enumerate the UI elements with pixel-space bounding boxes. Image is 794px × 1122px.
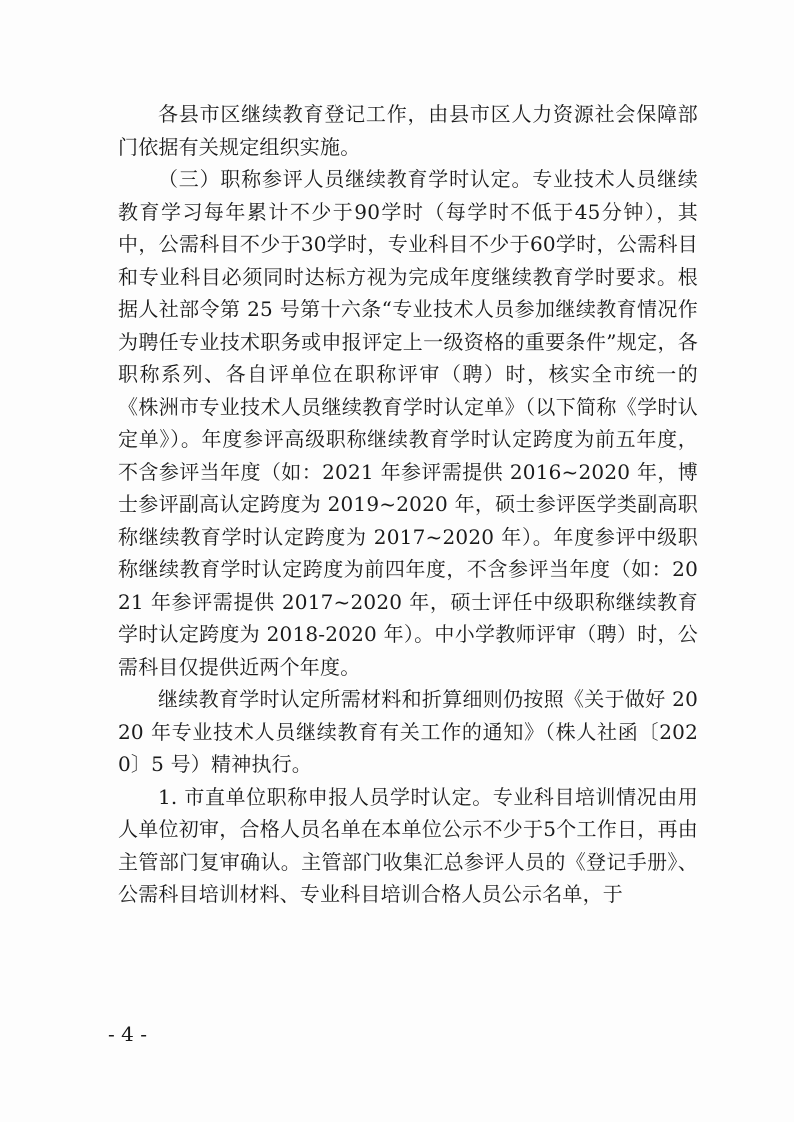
paragraph-city-units: 1. 市直单位职称申报人员学时认定。专业科目培训情况由用人单位初审，合格人员名单在本单位公示不少于5个工作日，再由主管部门复审确认。主管部门收集汇总参评人员的《登记手册》、公需科目培训材料、专业科目培训合格人员公示名单，于 bbox=[118, 784, 698, 906]
page-number: - 4 - bbox=[108, 1022, 147, 1046]
body-text bbox=[118, 98, 698, 911]
paragraph-hours-recognition: （三）职称参评人员继续教育学时认定。专业技术人员继续教育学习每年累计不少于90学时（每学时不低于45分钟），其中，公需科目不少于30学时，专业科目不少于60学时，公需科目和专业科目必须同时达标方视为完成年度继续教育学时要求。根据人社部令第 25 号第十六条“专业技术人员参加继续教育情况作为聘任专业技术职务或申报评定上一级资格的重要条件”规定，各职称系列、各自评单位在职称评审（聘）时，核实全市统一的《株洲市专业技术人员继续教育学时认定单》（以下简称《学时认定单》）。年度参评高级职称继续教育学时认定跨度为前五年度，不含参评当年度（如：2021 年参评需提供 2016~2020 年，博士参评副高认定跨度为 2019~2020 年，硕士参评医学类副高职称继续教育学时认定跨度为 2017~2020 年）。年度参评中级职称继续教育学时认定跨度为前四年度，不含参评当年度（如：2021 年参评需提供 2017~2020 年，硕士评任中级职称继续教育学时认定跨度为 2018-2020 年）。中小学教师评审（聘）时，公需科目仅提供近两个年度。 bbox=[118, 167, 698, 679]
paragraph-materials: 继续教育学时认定所需材料和折算细则仍按照《关于做好 2020 年专业技术人员继续教育有关工作的通知》（株人社函〔2020〕5 号）精神执行。 bbox=[118, 687, 698, 776]
paragraph-registration: 各县市区继续教育登记工作，由县市区人力资源社会保障部门依据有关规定组织实施。 bbox=[118, 102, 698, 159]
